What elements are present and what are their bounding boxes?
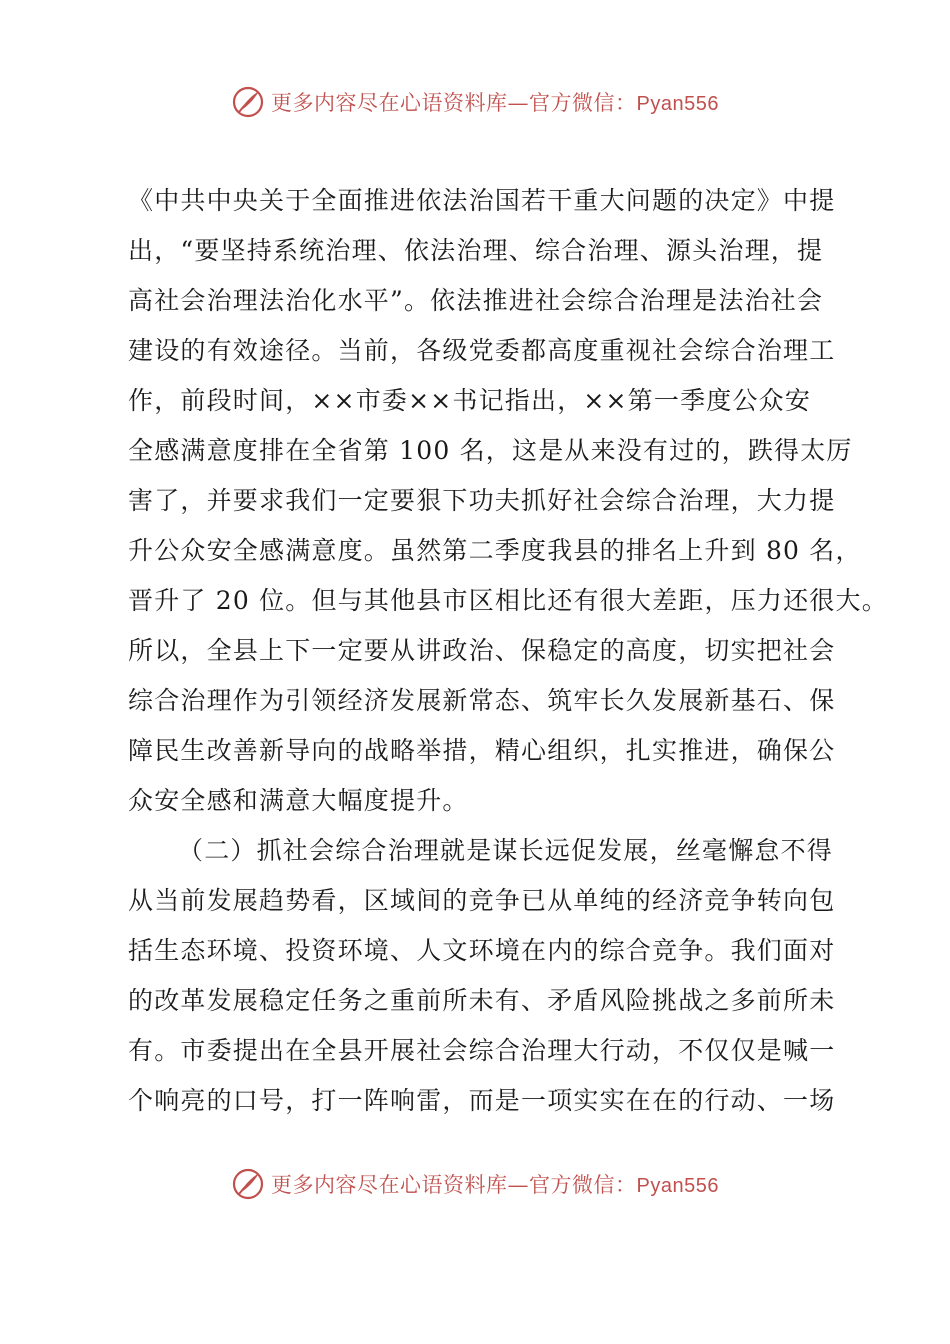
text-line: 作，前段时间，××市委××书记指出，××第一季度公众安 bbox=[128, 386, 812, 415]
text-line: 的改革发展稳定任务之重前所未有、矛盾风险挑战之多前所未 bbox=[128, 986, 836, 1015]
feather-pen-logo-icon bbox=[231, 85, 265, 119]
header-banner bbox=[0, 80, 950, 124]
text-line: 从当前发展趋势看，区域间的竞争已从单纯的经济竞争转向包 bbox=[128, 886, 836, 915]
feather-pen-logo-icon bbox=[231, 1167, 265, 1201]
text-line: 综合治理作为引领经济发展新常态、筑牢长久发展新基石、保 bbox=[128, 686, 836, 715]
text-line: 害了，并要求我们一定要狠下功夫抓好社会综合治理，大力提 bbox=[128, 486, 836, 515]
text-line: 有。市委提出在全县开展社会综合治理大行动，不仅仅是喊一 bbox=[128, 1036, 836, 1065]
text-line: 众安全感和满意大幅度提升。 bbox=[128, 786, 469, 815]
footer-banner bbox=[0, 1162, 950, 1206]
text-line: 高社会治理法治化水平”。依法推进社会综合治理是法治社会 bbox=[128, 286, 824, 315]
text-line: 出，“要坚持系统治理、依法治理、综合治理、源头治理，提 bbox=[128, 236, 824, 265]
header-banner-text bbox=[271, 87, 719, 117]
text-line: 个响亮的口号，打一阵响雷，而是一项实实在在的行动、一场 bbox=[128, 1086, 836, 1115]
footer-banner-text bbox=[271, 1169, 719, 1199]
footer-wechat-id: Pyan556 bbox=[636, 1175, 719, 1197]
text-line: 升公众安全感满意度。虽然第二季度我县的排名上升到 80 名， bbox=[128, 536, 862, 565]
text-line: 《中共中央关于全面推进依法治国若干重大问题的决定》中提 bbox=[128, 186, 836, 215]
footer-banner-label: 更多内容尽在心语资料库—官方微信： bbox=[271, 1173, 637, 1197]
section-heading: （二）抓社会综合治理就是谋长远促发展，丝毫懈怠不得 bbox=[178, 836, 834, 865]
header-banner-label: 更多内容尽在心语资料库—官方微信： bbox=[271, 91, 637, 115]
document-body bbox=[128, 176, 888, 1126]
text-line: 括生态环境、投资环境、人文环境在内的综合竞争。我们面对 bbox=[128, 936, 836, 965]
text-line: 所以，全县上下一定要从讲政治、保稳定的高度，切实把社会 bbox=[128, 636, 836, 665]
text-line: 晋升了 20 位。但与其他县市区相比还有很大差距，压力还很大。 bbox=[128, 586, 888, 615]
text-line: 障民生改善新导向的战略举措，精心组织，扎实推进，确保公 bbox=[128, 736, 836, 765]
text-line: 全感满意度排在全省第 100 名，这是从来没有过的，跌得太厉 bbox=[128, 436, 853, 465]
text-line: 建设的有效途径。当前，各级党委都高度重视社会综合治理工 bbox=[128, 336, 836, 365]
header-wechat-id: Pyan556 bbox=[636, 93, 719, 115]
